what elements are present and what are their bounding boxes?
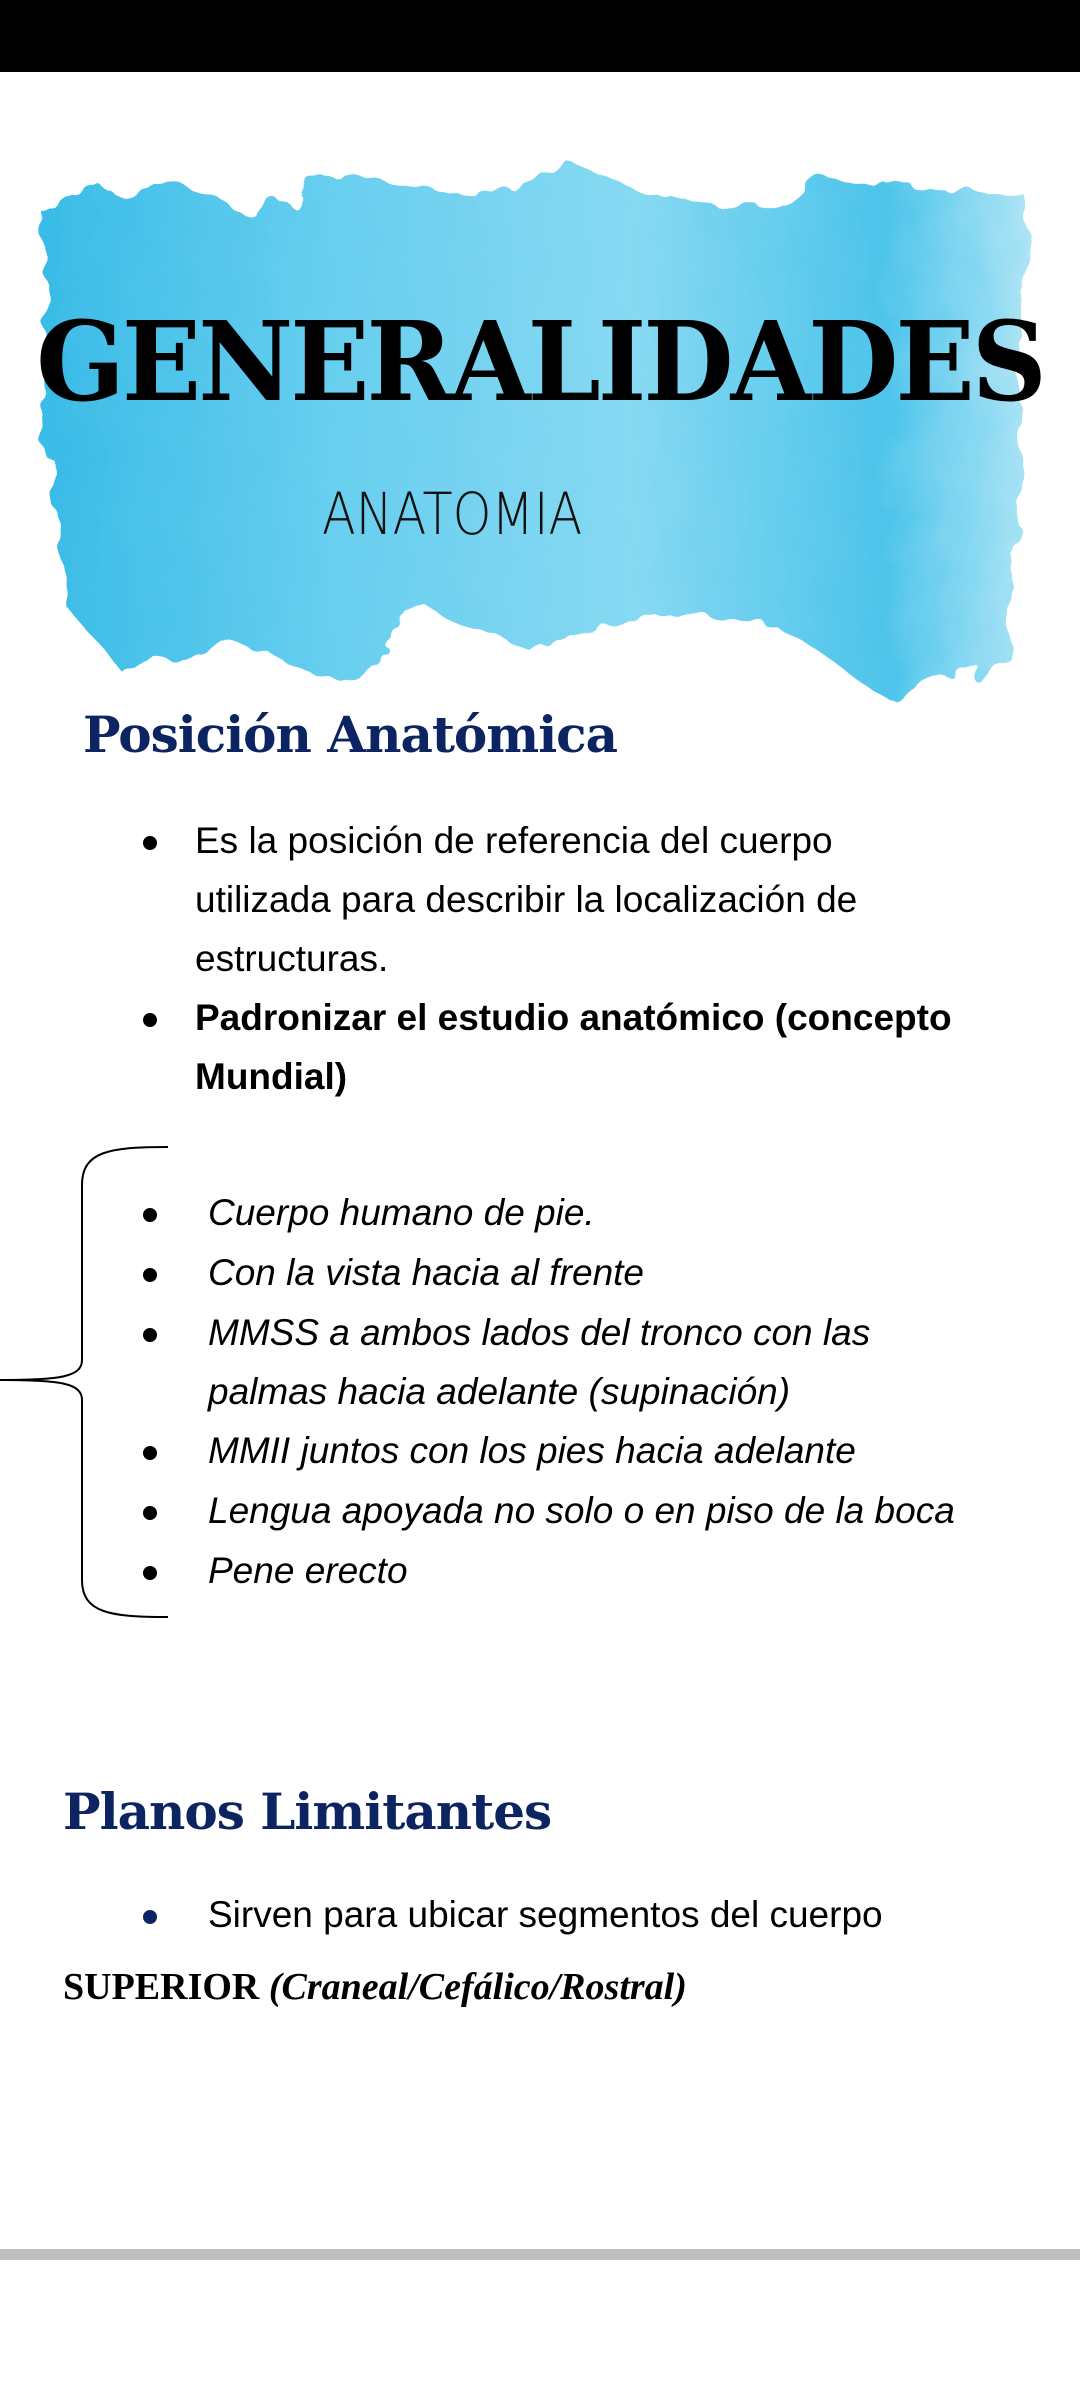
bullet-icon [143,1268,157,1282]
bullet-icon [143,1910,157,1924]
page-subtitle: ANATOMIA [322,480,583,548]
term-synonyms: (Craneal/Cefálico/Rostral) [268,1966,687,2008]
bullet-text: Sirven para ubicar segmentos del cuerpo [208,1894,883,1935]
feature-item: Pene erecto [208,1550,408,1591]
term: SUPERIOR [63,1966,260,2008]
watercolor-banner [10,140,1050,730]
section-heading-posicion: Posición Anatómica [83,705,618,764]
bullet-text: Es la posición de referencia del cuerpo [195,820,833,861]
bullet-icon [143,1566,157,1580]
bullet-icon [143,1208,157,1222]
bullet-icon [143,1328,157,1342]
bullet-text: Padronizar el estudio anatómico (concepto [195,997,952,1038]
bullet-text: utilizada para describir la localización de [195,879,858,920]
page-title: GENERALIDADES [36,296,1044,427]
bullet-text: estructuras. [195,938,389,979]
status-bar [0,0,1080,72]
bullet-icon [143,836,157,850]
feature-item: Lengua apoyada no solo o en piso de la boca [208,1490,955,1531]
feature-item: MMSS a ambos lados del tronco con las [208,1312,871,1353]
bullet-icon [143,1506,157,1520]
bullet-icon [143,1013,157,1027]
feature-item: Cuerpo humano de pie. [208,1192,595,1233]
term-line [63,1965,687,2009]
bullet-text: Mundial) [195,1056,348,1097]
feature-item: palmas hacia adelante (supinación) [208,1371,791,1412]
feature-item: Con la vista hacia al frente [208,1252,645,1293]
feature-item: MMII juntos con los pies hacia adelante [208,1430,856,1471]
section-heading-planos: Planos Limitantes [63,1782,552,1841]
page-divider [0,2249,1080,2260]
bullet-icon [143,1446,157,1460]
